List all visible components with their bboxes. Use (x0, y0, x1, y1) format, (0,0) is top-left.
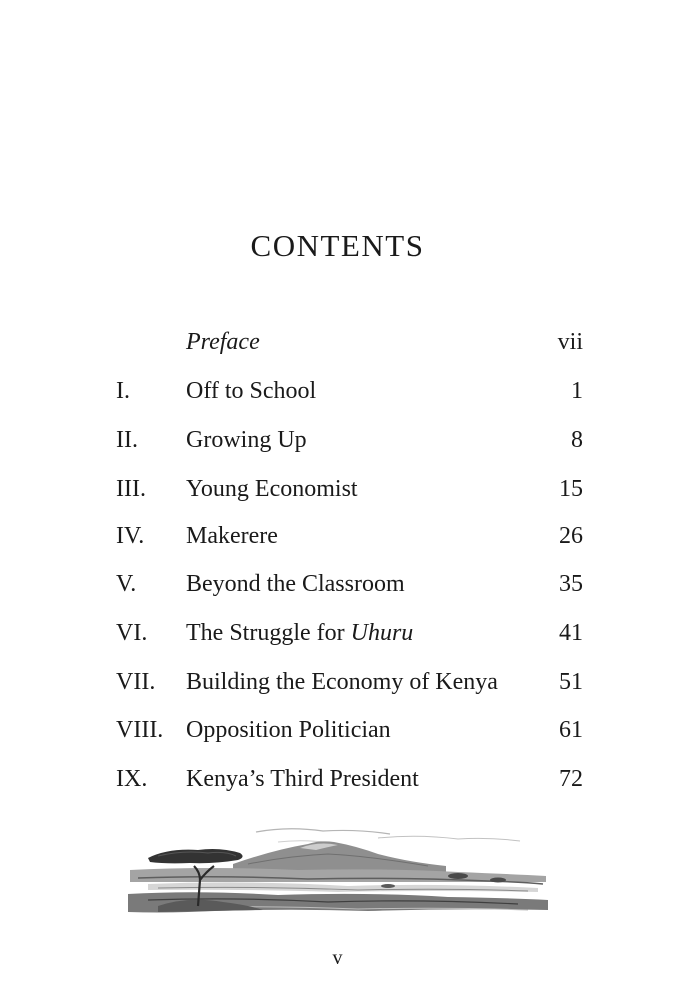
toc-chapter-number: VI. (116, 620, 148, 646)
toc-chapter-number: IV. (116, 523, 145, 549)
toc-row (0, 472, 675, 506)
toc-title-text: The Struggle for (186, 620, 351, 646)
toc-page-number: 1 (571, 378, 583, 404)
toc-page-number: vii (557, 329, 583, 355)
toc-row (0, 713, 675, 747)
savanna-landscape-illustration (128, 820, 548, 920)
toc-title: Preface (186, 329, 260, 355)
toc-chapter-number: V. (116, 571, 137, 597)
toc-page-number: 8 (571, 427, 583, 453)
toc-page-number: 35 (559, 571, 583, 597)
toc-row-preface (0, 325, 675, 359)
toc-chapter-number: I. (116, 378, 130, 404)
page-title: CONTENTS (250, 228, 425, 263)
toc-title-emphasis: Uhuru (350, 620, 414, 646)
toc-row (0, 519, 675, 553)
toc-title: Young Economist (186, 476, 358, 502)
toc-row (0, 567, 675, 601)
toc-chapter-number: VII. (116, 669, 156, 695)
toc-page-number: 26 (559, 523, 583, 549)
toc-page-number: 51 (559, 669, 583, 695)
toc-chapter-number: III. (116, 476, 146, 502)
toc-title: Opposition Politician (186, 717, 391, 743)
toc-title: Beyond the Classroom (186, 571, 405, 597)
toc-title (186, 616, 413, 650)
toc-page-number: 61 (559, 717, 583, 743)
toc-row (0, 374, 675, 408)
toc-row (0, 616, 675, 650)
toc-title: Makerere (186, 523, 278, 549)
toc-row (0, 665, 675, 699)
page-number: v (332, 947, 343, 969)
toc-title: Off to School (186, 378, 317, 404)
toc-page-number: 15 (559, 476, 583, 502)
toc-chapter-number: IX. (116, 766, 148, 792)
toc-title: Growing Up (186, 427, 307, 453)
toc-title: Building the Economy of Kenya (186, 669, 498, 695)
toc-chapter-number: VIII. (116, 717, 164, 743)
toc-title: Kenya’s Third President (186, 766, 419, 792)
toc-row (0, 423, 675, 457)
toc-page-number: 72 (559, 766, 583, 792)
toc-page-number: 41 (559, 620, 583, 646)
toc-row (0, 762, 675, 796)
toc-chapter-number: II. (116, 427, 138, 453)
